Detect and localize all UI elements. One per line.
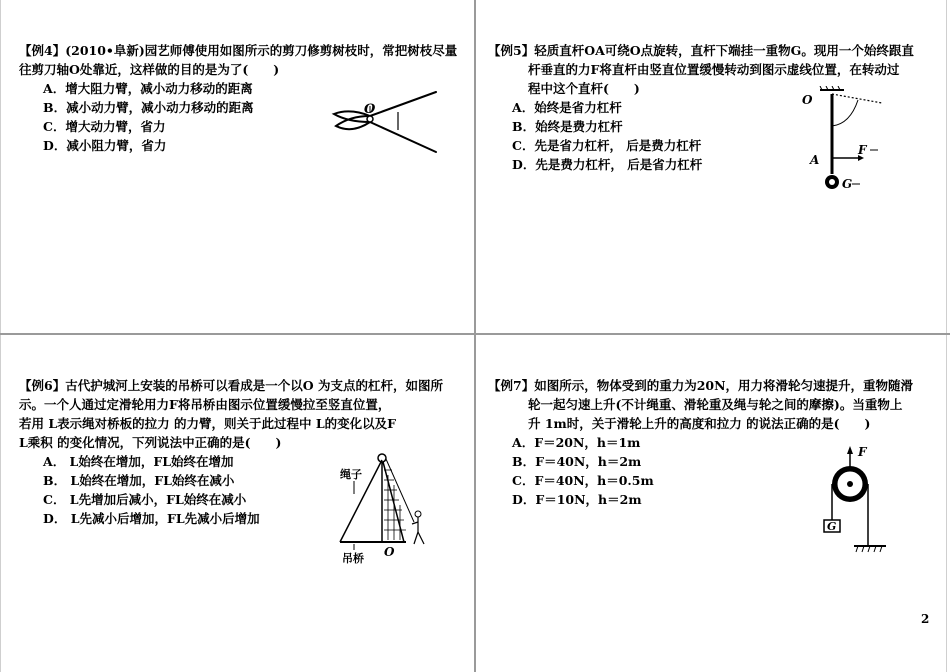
question-7-option-c[interactable]: C．F＝40N，h＝0.5m: [512, 473, 654, 488]
page-number: 2: [921, 612, 930, 626]
lever-label-f: F: [858, 143, 867, 157]
lever-figure: [798, 86, 888, 196]
drawbridge-label-o: O: [384, 545, 395, 559]
question-6-stem-line4: L乘积 的变化情况，下列说法中正确的是( ): [19, 435, 282, 450]
question-7-stem-line1: 如图所示，物体受到的重力为20N，用力将滑轮匀速提升，重物随滑: [534, 378, 914, 393]
question-7-stem-line3: 升 1m时，关于滑轮上升的高度和拉力 的说法正确的是( ): [528, 416, 871, 431]
question-6-option-d[interactable]: D． L先减小后增加，FL先减小后增加: [43, 511, 260, 526]
question-4-tag: 【例4】: [19, 43, 66, 58]
lever-label-o: O: [802, 93, 813, 107]
question-7-option-a[interactable]: A．F＝20N，h＝1m: [512, 435, 641, 450]
page-border-right: [946, 0, 947, 672]
question-5-option-d[interactable]: D．先是费力杠杆， 后是省力杠杆: [512, 157, 703, 172]
question-7-stem: [488, 376, 933, 433]
quadrant-divider-horizontal: [0, 333, 950, 335]
question-5-option-b[interactable]: B．始终是费力杠杆: [512, 119, 623, 134]
question-6-option-b[interactable]: B． L始终在增加，FL始终在减小: [43, 473, 235, 488]
shears-label-o: O: [364, 102, 376, 117]
question-6-stem: [19, 376, 464, 452]
drawbridge-label-rope: 绳子: [340, 468, 362, 481]
question-6-tag: 【例6】: [19, 378, 66, 393]
page-border-left: [0, 0, 1, 672]
pulley-figure: [820, 444, 896, 558]
question-4-stem: [19, 41, 464, 79]
question-7-tag: 【例7】: [488, 378, 535, 393]
drawbridge-label-bridge: 吊桥: [342, 552, 364, 565]
question-5-stem-line2: 杆垂直的力F将直杆由竖直位置缓慢转动到图示虚线位置，在转动过: [528, 62, 900, 77]
question-7-stem-line2: 轮一起匀速上升(不计绳重、滑轮重及绳与轮之间的摩擦)。当重物上: [528, 397, 903, 412]
question-7-option-d[interactable]: D．F＝10N，h＝2m: [512, 492, 642, 507]
question-6-stem-line1: 古代护城河上安装的吊桥可以看成是一个以O 为支点的杠杆，如图所: [65, 378, 443, 393]
pulley-label-f: F: [858, 445, 867, 459]
question-6-stem-line3: 若用 L表示绳对桥板的拉力 的力臂，则关于此过程中 L的变化以及F: [19, 416, 397, 431]
question-5-option-a[interactable]: A．始终是省力杠杆: [512, 100, 622, 115]
lever-label-g: G: [842, 177, 853, 191]
question-6-option-c[interactable]: C． L先增加后减小，FL始终在减小: [43, 492, 247, 507]
question-5-stem-line3: 程中这个直杆( ): [528, 81, 640, 96]
question-4-option-c[interactable]: C．增大动力臂，省力: [43, 119, 166, 134]
question-4-option-a[interactable]: A．增大阻力臂，减小动力移动的距离: [43, 81, 253, 96]
lever-label-a: A: [810, 153, 820, 167]
quadrant-divider-vertical: [474, 0, 476, 672]
question-6-option-a[interactable]: A． L始终在增加，FL始终在增加: [43, 454, 234, 469]
question-5-option-c[interactable]: C．先是省力杠杆， 后是费力杠杆: [512, 138, 702, 153]
question-7-option-b[interactable]: B．F＝40N，h＝2m: [512, 454, 642, 469]
shears-figure: [330, 86, 445, 158]
pulley-label-g: G: [827, 520, 837, 533]
drawbridge-figure: [336, 450, 446, 570]
question-4-option-d[interactable]: D．减小阻力臂，省力: [43, 138, 167, 153]
question-4-stem-line1: (2010•阜新)园艺师傅使用如图所示的剪刀修剪树枝时，常把树枝尽量: [65, 43, 458, 58]
question-4-stem-line2: 往剪刀轴O处靠近，这样做的目的是为了( ): [19, 62, 280, 77]
question-4-option-b[interactable]: B．减小动力臂，减小动力移动的距离: [43, 100, 254, 115]
question-5-stem-line1: 轻质直杆OA可绕O点旋转，直杆下端挂一重物G。现用一个始终跟直: [534, 43, 914, 58]
question-5-tag: 【例5】: [488, 43, 535, 58]
question-6-stem-line2: 示。一个人通过定滑轮用力F将吊桥由图示位置缓慢拉至竖直位置，: [19, 397, 391, 412]
